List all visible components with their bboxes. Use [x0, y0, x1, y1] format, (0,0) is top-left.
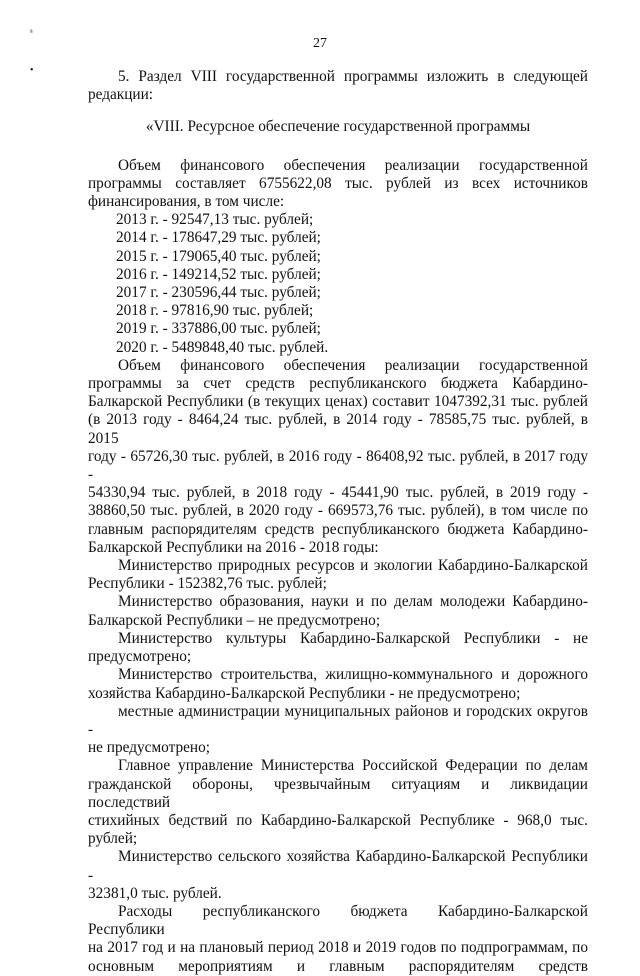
ministry-line: Главное управление Министерства Российской Федерации по делам [118, 757, 588, 775]
year-amount: 2018 г. - 97816,90 тыс. рублей; [116, 302, 314, 320]
budget-line: Балкарской Республики (в текущих ценах) составит 1047392,31 тыс. рублей [88, 393, 588, 411]
year-amount: 2015 г. - 179065,40 тыс. рублей; [116, 247, 321, 265]
volume-line: финансирования, в том числе: [88, 193, 285, 211]
intro-line: 5. Раздел VIII государственной программы изложить в следующей [118, 68, 588, 85]
page-number: 27 [313, 36, 327, 51]
expense-line: Расходы республиканского бюджета Кабардино-Балкарской Республики [88, 902, 588, 939]
budget-line: (в 2013 году - 8464,24 тыс. рублей, в 2014 году - 78585,75 тыс. рублей, в 2015 [88, 411, 588, 447]
ministry-line: Республики - 152382,76 тыс. рублей; [88, 575, 327, 593]
year-amount: 2013 г. - 92547,13 тыс. рублей; [116, 211, 314, 229]
ministry-line: Министерство сельского хозяйства Кабардино-Балкарской Республики - [88, 848, 588, 884]
volume-line: программы составляет 6755622,08 тыс. рублей из всех источников [88, 174, 588, 192]
budget-line: году - 65726,30 тыс. рублей, в 2016 году - 86408,92 тыс. рублей, в 2017 году - [88, 447, 588, 484]
margin-mark: • [30, 65, 34, 76]
ministry-line: рублей; [88, 830, 138, 848]
year-amount: 2017 г. - 230596,44 тыс. рублей; [116, 284, 321, 302]
budget-line: главным распорядителям средств республиканского бюджета Кабардино- [88, 520, 588, 538]
budget-line: 54330,94 тыс. рублей, в 2018 году - 45441,90 тыс. рублей, в 2019 году - [88, 484, 588, 502]
ministry-line: Министерство природных ресурсов и экологии Кабардино-Балкарской [118, 557, 588, 575]
budget-line: Балкарской Республики на 2016 - 2018 годы: [88, 538, 379, 556]
ministry-line: Балкарской Республики – не предусмотрено; [88, 611, 381, 629]
year-amount: 2016 г. - 149214,52 тыс. рублей; [116, 265, 321, 283]
section-heading: «VIII. Ресурсное обеспечение государственной программы [145, 118, 531, 136]
ministry-line: стихийных бедствий по Кабардино-Балкарской Республике - 968,0 тыс. [88, 811, 588, 829]
expense-line: основным мероприятиям и главным распорядителям средств [88, 957, 588, 975]
ministry-line: Министерство культуры Кабардино-Балкарской Республики - не [118, 629, 588, 647]
ministry-line: хозяйства Кабардино-Балкарской Республики - не предусмотрено; [88, 684, 521, 702]
budget-line: 38860,50 тыс. рублей, в 2020 году - 669573,76 тыс. рублей), в том числе по [88, 502, 588, 520]
ministry-line: не предусмотрено; [88, 739, 210, 757]
document-body [88, 68, 588, 976]
expense-line: на 2017 год и на плановый период 2018 и 2019 годов по подпрограммам, по [88, 939, 588, 957]
year-amount: 2014 г. - 178647,29 тыс. рублей; [116, 229, 321, 247]
volume-line: Объем финансового обеспечения реализации государственной [118, 156, 588, 174]
year-amount: 2020 г. - 5489848,40 тыс. рублей. [116, 338, 329, 356]
budget-line: программы за счет средств республиканского бюджета Кабардино- [88, 375, 588, 393]
ministry-line: предусмотрено; [88, 648, 192, 666]
budget-line: Объем финансового обеспечения реализации государственной [118, 356, 588, 374]
ministry-line: Министерство строительства, жилищно-коммунального и дорожного [118, 666, 588, 684]
intro-line: редакции: [88, 86, 154, 104]
ministry-line: 32381,0 тыс. рублей. [88, 884, 222, 902]
ministry-line: гражданской обороны, чрезвычайным ситуациям и ликвидации последствий [88, 775, 588, 811]
ministry-line: местные администрации муниципальных районов и городских округов - [88, 702, 588, 738]
margin-mark: ᵃ [30, 27, 33, 38]
year-amount: 2019 г. - 337886,00 тыс. рублей; [116, 320, 321, 338]
ministry-line: Министерство образования, науки и по делам молодежи Кабардино- [118, 593, 588, 611]
